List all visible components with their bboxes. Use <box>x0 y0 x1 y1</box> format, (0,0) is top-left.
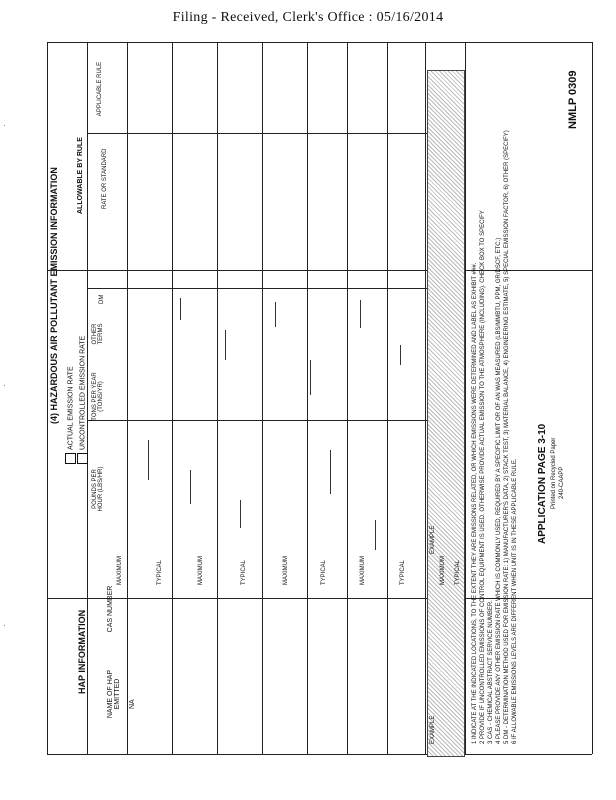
footnote-4: 4 PLEASE PROVIDE ANY OTHER EMISSION RATE WHICH IS COMMONLY USED, REQUIRED BY A SPECIFIC LIMIT OR OF AN WAS MEASURED (LBS/MMBTU, PPM, GR/DSCF, ETC.) <box>496 237 502 744</box>
row-label-6: TYPICAL <box>321 559 327 585</box>
hap-info-title: HAP INFORMATION <box>77 609 87 694</box>
col-dm-header: DM <box>99 294 105 304</box>
filing-header: Filing - Received, Clerk's Office : 05/16/2014 <box>172 10 444 25</box>
footnote-5: 5 DM - DETERMINATION METHOD USED FOR EMISSION RATE: 1) MANUFACTURER'S DATA, 2) STACK TEST, 3) MATERIAL BALANCE, 4) ENGINEERING ESTIMATE, 5) SPECIAL EMISSION FACTOR, 6) OTHER (SPECIFY) <box>504 130 510 744</box>
col-tons-yr-header: TONS PER YEAR (TONS/YR) <box>92 372 104 421</box>
row-label-1: MAXIMUM <box>117 556 123 585</box>
footnotes <box>471 130 519 744</box>
row-label-5: MAXIMUM <box>283 556 289 585</box>
checkbox-uncontrolled[interactable] <box>77 336 88 464</box>
example-label-1: EXAMPLE <box>430 715 436 744</box>
allowable-title: ALLOWABLE BY RULE <box>77 137 84 214</box>
row-label-8: TYPICAL <box>400 559 406 585</box>
row-label-3: MAXIMUM <box>198 556 204 585</box>
col-other-header: OTHER TERMS <box>92 323 104 345</box>
checkbox-actual-label: ACTUAL EMISSION RATE <box>67 366 75 450</box>
edge-mark: · <box>3 620 6 630</box>
checkbox-uncontrolled-label: UNCONTROLLED EMISSION RATE <box>79 335 87 450</box>
row-label-2: TYPICAL <box>157 559 163 585</box>
col-rate-header: RATE OR STANDARD <box>102 148 108 209</box>
printed-note: Printed on Recycled Paper <box>551 437 557 509</box>
footnote-6: 6 IF ALLOWABLE EMISSIONS LEVELS ARE DIFFERENT WHEN UNIT IS IN THESE APPLICABLE RULE. <box>512 458 518 744</box>
page-label: APPLICATION PAGE 3-10 <box>537 423 548 544</box>
row-label-10: TYPICAL <box>455 559 461 585</box>
example-label-2: EXAMPLE <box>430 525 436 554</box>
col-name-header: NAME OF HAP EMITTED <box>107 669 121 719</box>
footnote-2: 2 PROVIDE IF UNCONTROLLED EMISSIONS OF CONTROL EQUIPMENT IS USED. OTHERWISE PROVIDE ACTUAL EMISSION TO THE ATMOSPHERE (INCLUDING). CHECK BOX TO SPECIFY <box>480 210 486 744</box>
row-label-4: TYPICAL <box>241 559 247 585</box>
edge-mark: · <box>3 120 6 130</box>
rotated-form <box>47 42 592 754</box>
footnote-1: 1 INDICATE AT THE INDICATED LOCATIONS, TO THE EXTENT THEY ARE EMISSIONS RELATED, OR WHICH EMISSIONS WERE DETERMINED AND LABEL AS EXHIBIT ###. <box>472 262 478 744</box>
na-value: NA <box>129 699 136 709</box>
id-code: NMLP 0309 <box>567 70 579 129</box>
row-label-7: MAXIMUM <box>360 556 366 585</box>
section-title: (4) HAZARDOUS AIR POLLUTANT EMISSION INFORMATION <box>49 167 59 424</box>
col-rule-header: APPLICABLE RULE <box>97 61 103 117</box>
col-lbs-hr-header: POUNDS PER HOUR (LBS/HR) <box>92 466 104 512</box>
footnote-3: 3 CAS - CHEMICAL ABSTRACT SERVICE NUMBER. <box>488 600 494 744</box>
row-label-9: MAXIMUM <box>440 556 446 585</box>
col-cas-header: CAS NUMBER <box>107 585 114 633</box>
checkbox-actual[interactable] <box>65 366 76 464</box>
edge-mark: · <box>3 380 6 390</box>
form-number: 240-CAAPP <box>559 466 565 499</box>
